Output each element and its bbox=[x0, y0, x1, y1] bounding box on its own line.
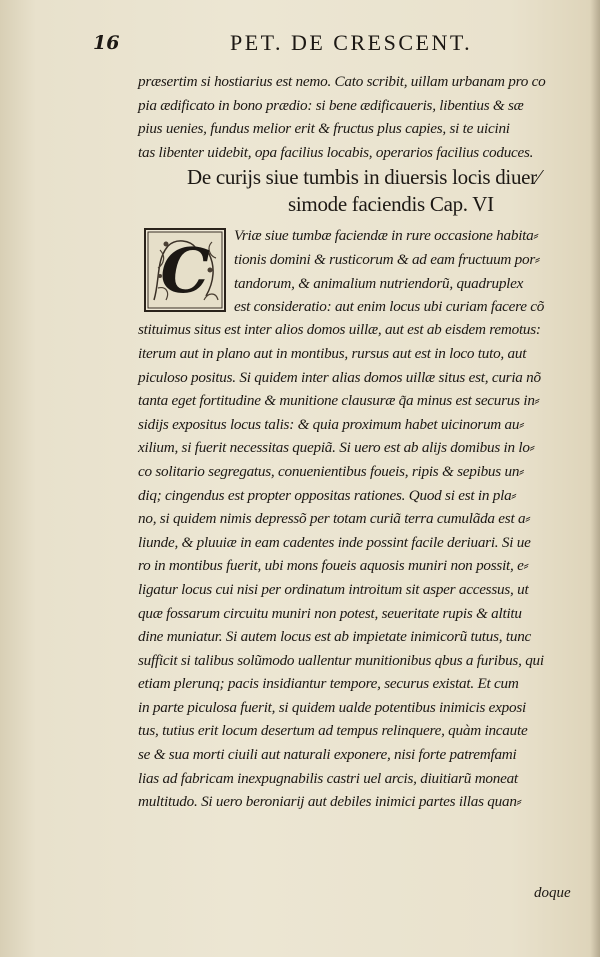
chapter-heading-line-2: simode faciendis Cap. VI bbox=[288, 192, 494, 217]
page-header bbox=[0, 28, 600, 58]
running-head: PET. DE CRESCENT. bbox=[230, 30, 473, 55]
text-line: piculoso positus. Si quidem inter alias domos uillæ situs est, curia nõ bbox=[138, 368, 541, 386]
text-line: pius uenies, fundus melior erit & fructus plus capies, si te uicini bbox=[138, 120, 510, 138]
text-line: tandorum, & animalium nutriendorũ, quadruplex bbox=[234, 274, 524, 292]
text-line: multitudo. Si uero beroniarij aut debiles inimici partes illas quan⸗ bbox=[138, 793, 522, 811]
text-line: lias ad fabricam inexpugnabilis castri uel arcis, diuitiarũ moneat bbox=[138, 769, 518, 787]
text-line: stituimus situs est inter alios domos uillæ, aut est ab eisdem remotus: bbox=[138, 321, 541, 339]
initial-paragraph bbox=[138, 224, 578, 318]
text-line: tas libenter uidebit, opa facilius locabis, operarios facilius coduces. bbox=[138, 143, 534, 161]
text-line: xilium, si fuerit necessitas quepiã. Si uero est ab alijs domibus in lo⸗ bbox=[138, 439, 535, 457]
text-line: pia ædificato in bono prædio: si bene ædificaueris, libentius & sæ bbox=[138, 96, 524, 114]
text-line: co solitario segregatus, conuenientibus foueis, ripis & sepibus un⸗ bbox=[138, 462, 524, 480]
catchword: doque bbox=[534, 885, 571, 901]
text-block bbox=[138, 70, 578, 814]
page-number: 16 bbox=[93, 32, 120, 54]
text-line: diq; cingendus est propter oppositas rationes. Quod si est in pla⸗ bbox=[138, 486, 517, 504]
text-line: ligatur locus cui nisi per ordinatum introitum sit asper accessus, ut bbox=[138, 580, 529, 598]
text-line: etiam plerunq; pacis insidiantur tempore, securus existat. Et cum bbox=[138, 675, 519, 693]
initial-letter: C bbox=[160, 233, 210, 307]
text-line: se & sua morti ciuili aut naturali exponere, nisi forte patremfami bbox=[138, 746, 517, 764]
text-line: no, si quidem nimis depressõ per totam curiã terra cumulãda est a⸗ bbox=[138, 510, 531, 528]
text-line: sufficit si talibus solũmodo uallentur munitionibus qbus a furibus, qui bbox=[138, 651, 544, 669]
text-line: in parte piculosa fuerit, si quidem ualde potentibus inimicis exposi bbox=[138, 698, 526, 716]
text-line: præsertim si hostiarius est nemo. Cato scribit, uillam urbanam pro co bbox=[138, 73, 546, 90]
text-line: est consideratio: aut enim locus ubi curiam facere cõ bbox=[234, 298, 545, 316]
text-line: liunde, & pluuiæ in eam cadentes inde possint facile deriuari. Si ue bbox=[138, 533, 531, 551]
text-line: Vriæ siue tumbæ faciendæ in rure occasione habita⸗ bbox=[234, 227, 539, 245]
text-line: sidijs expositus locus talis: & quia proximum habet uicinorum au⸗ bbox=[138, 415, 525, 433]
text-line: ro in montibus fuerit, ubi mons foueis aquosis muniri non possit, e⸗ bbox=[138, 557, 529, 575]
text-line: quæ fossarum circuitu muniri non potest, seueritate rupis & altitu bbox=[138, 604, 522, 622]
initial-lines bbox=[234, 224, 544, 318]
chapter-heading-line-1: De curijs siue tumbis in diuersis locis diuer⁄ bbox=[187, 165, 541, 190]
text-line: tus, tutius erit locum desertum ad tempus relinquere, quàm incaute bbox=[138, 722, 528, 740]
page-edge-shadow bbox=[590, 0, 600, 957]
decorated-initial-icon bbox=[144, 228, 226, 312]
text-line: dine muniatur. Si autem locus est ab impietate inimicorũ tutus, tunc bbox=[138, 628, 532, 646]
text-line: tionis domini & rusticorum & ad eam fructuum por⸗ bbox=[234, 250, 540, 268]
text-line: tanta eget fortitudine & munitione clausuræ q̃a minus est securus in⸗ bbox=[138, 392, 540, 410]
text-line: iterum aut in plano aut in montibus, rursus aut est in loco tuto, aut bbox=[138, 344, 527, 362]
